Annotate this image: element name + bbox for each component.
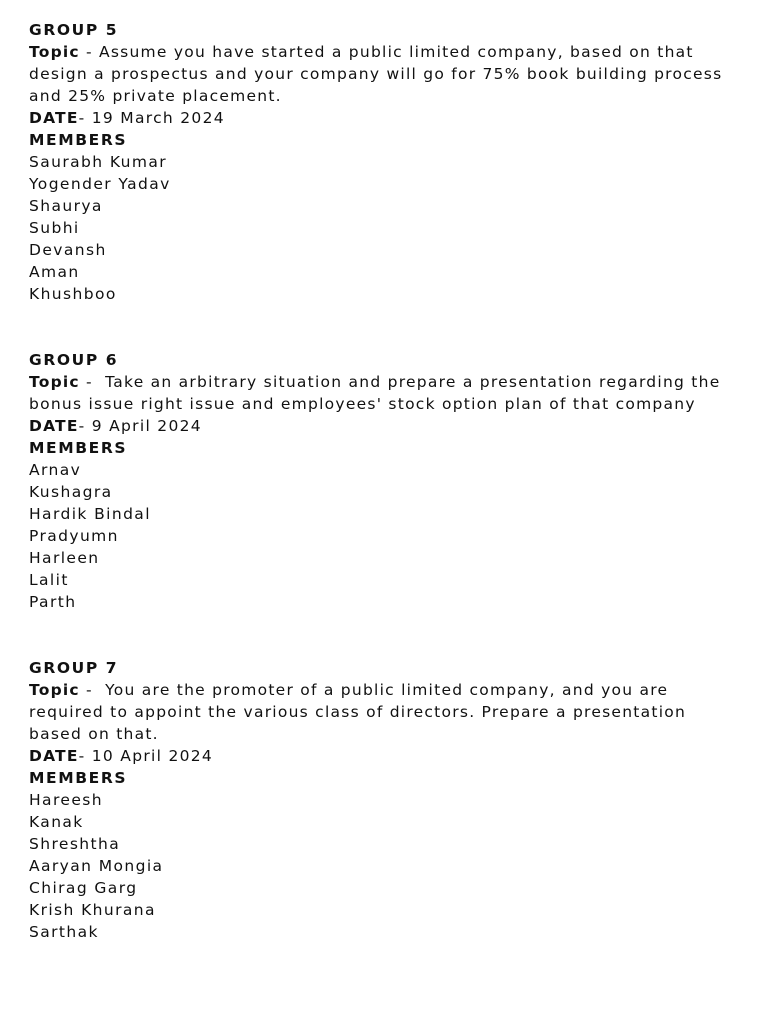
member-name: Subhi: [29, 219, 80, 237]
member-name: Saurabh Kumar: [29, 153, 168, 171]
topic-text: Take an arbitrary situation and prepare a presentation regarding the bonus issue right issue and employees' stock option plan of that company: [29, 373, 721, 413]
member-name: Lalit: [29, 571, 69, 589]
group-title: GROUP 7: [29, 659, 119, 677]
date-label: DATE: [29, 417, 79, 435]
date-line: [29, 745, 739, 767]
date-label: DATE: [29, 109, 79, 127]
members-heading: MEMBERS: [29, 769, 128, 787]
group-7-section: [29, 657, 739, 943]
topic-separator: -: [79, 681, 106, 699]
topic-line: [29, 371, 739, 415]
members-list: [29, 459, 739, 613]
date-value: - 10 April 2024: [78, 747, 214, 765]
group-6-section: [29, 349, 739, 613]
members-list: [29, 789, 739, 943]
date-line: [29, 107, 739, 129]
members-heading: MEMBERS: [29, 131, 128, 149]
topic-text: You are the promoter of a public limited company, and you are required to appoint the various class of directors. Prepare a presentation based on that.: [29, 681, 687, 743]
topic-text: Assume you have started a public limited company, based on that design a prospectus and your company will go for 75% book building process and 25% private placement.: [29, 43, 723, 105]
member-name: Chirag Garg: [29, 879, 138, 897]
date-label: DATE: [29, 747, 79, 765]
topic-label: Topic: [29, 681, 80, 699]
members-list: [29, 151, 739, 305]
topic-separator: -: [79, 43, 99, 61]
topic-separator: -: [79, 373, 106, 391]
group-title: GROUP 5: [29, 21, 119, 39]
member-name: Hareesh: [29, 791, 103, 809]
group-title: GROUP 6: [29, 351, 119, 369]
group-5-section: [29, 19, 739, 305]
document-page: [29, 19, 739, 943]
date-value: - 9 April 2024: [78, 417, 202, 435]
date-value: - 19 March 2024: [78, 109, 225, 127]
member-name: Devansh: [29, 241, 107, 259]
topic-line: [29, 41, 739, 107]
member-name: Krish Khurana: [29, 901, 156, 919]
topic-label: Topic: [29, 43, 80, 61]
member-name: Hardik Bindal: [29, 505, 151, 523]
topic-label: Topic: [29, 373, 80, 391]
date-line: [29, 415, 739, 437]
member-name: Aman: [29, 263, 80, 281]
member-name: Yogender Yadav: [29, 175, 171, 193]
member-name: Kushagra: [29, 483, 113, 501]
members-heading: MEMBERS: [29, 439, 128, 457]
member-name: Kanak: [29, 813, 84, 831]
member-name: Pradyumn: [29, 527, 119, 545]
member-name: Aaryan Mongia: [29, 857, 164, 875]
member-name: Harleen: [29, 549, 100, 567]
topic-line: [29, 679, 739, 745]
member-name: Sarthak: [29, 923, 99, 941]
member-name: Shreshtha: [29, 835, 121, 853]
member-name: Shaurya: [29, 197, 103, 215]
member-name: Arnav: [29, 461, 82, 479]
member-name: Khushboo: [29, 285, 117, 303]
member-name: Parth: [29, 593, 77, 611]
